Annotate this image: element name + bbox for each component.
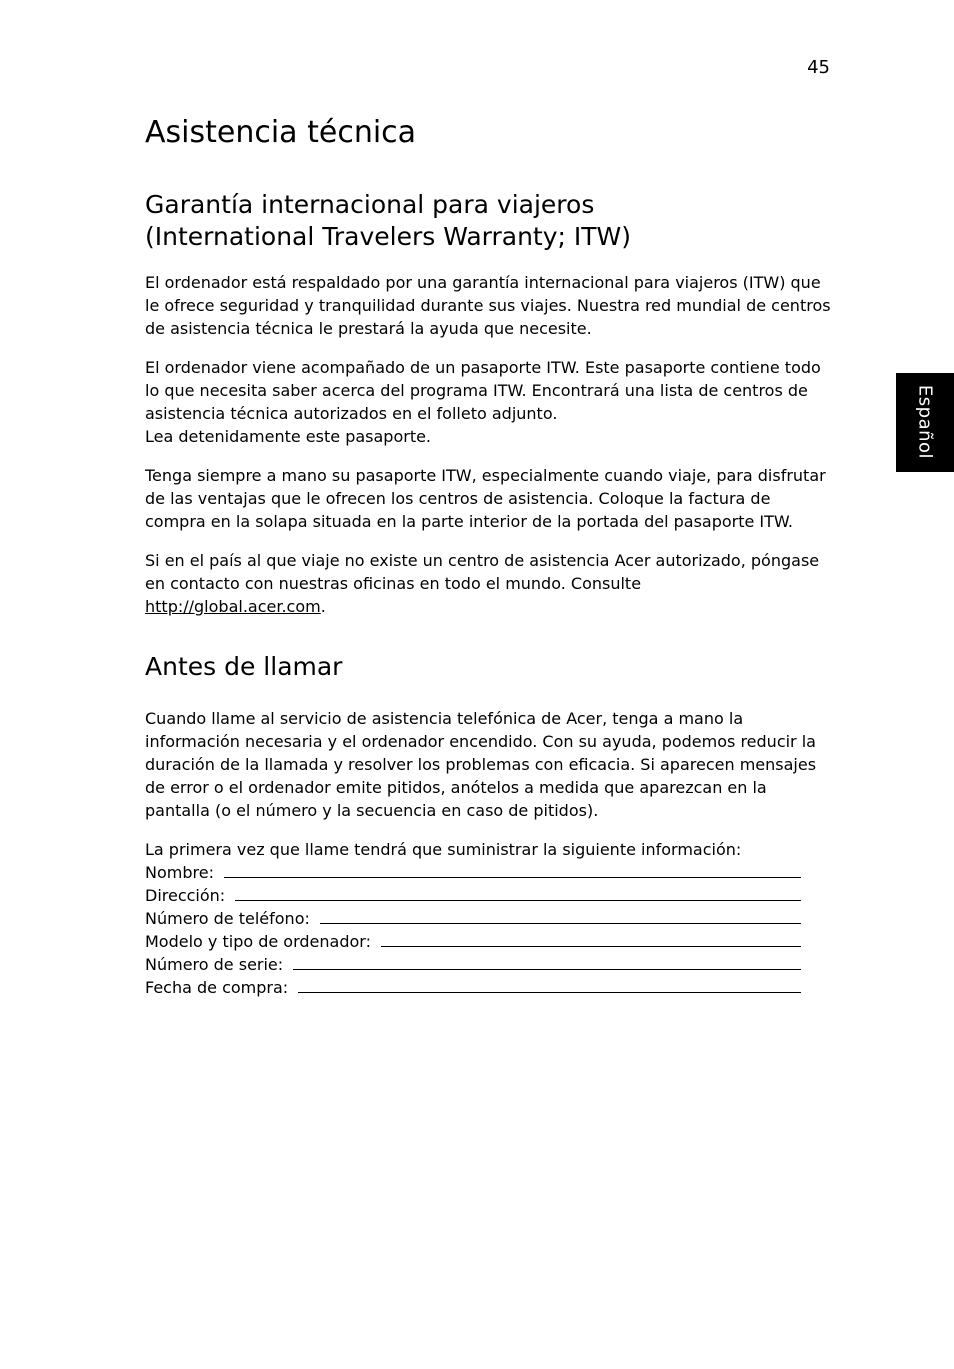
form-field-phone	[145, 907, 801, 930]
form-field-label: Modelo y tipo de ordenador:	[145, 932, 371, 951]
form-field-label: Fecha de compra:	[145, 978, 289, 997]
form-field-name	[145, 861, 801, 884]
form-field-blank	[293, 953, 801, 970]
info-form	[145, 861, 835, 999]
link-suffix: .	[320, 597, 326, 616]
section-heading-itw-line1: Garantía internacional para viajeros	[145, 190, 595, 219]
form-field-purchase-date	[145, 976, 801, 999]
acer-global-link[interactable]: http://global.acer.com	[145, 597, 321, 616]
form-field-serial	[145, 953, 801, 976]
section-heading-before-calling: Antes de llamar	[145, 652, 343, 681]
form-field-blank	[224, 861, 801, 878]
form-field-blank	[298, 976, 801, 993]
form-field-label: Número de serie:	[145, 955, 284, 974]
form-field-blank	[320, 907, 801, 924]
page-content	[145, 110, 835, 999]
page-number: 45	[807, 57, 830, 78]
paragraph	[145, 549, 835, 618]
form-field-blank	[381, 930, 801, 947]
paragraph: Tenga siempre a mano su pasaporte ITW, especialmente cuando viaje, para disfrutar de las ventajas que le ofrecen los centros de asistencia. Coloque la factura de compra en la solapa situada en la parte interior de la portada del pasaporte ITW.	[145, 466, 826, 531]
paragraph: Cuando llame al servicio de asistencia telefónica de Acer, tenga a mano la información necesaria y el ordenador encendido. Con su ayuda, podemos reducir la duración de la llamada y resolver los problemas con eficacia. Si aparecen mensajes de error o el ordenador emite pitidos, anótelos a medida que aparezcan en la pantalla (o el número y la secuencia en caso de pitidos).	[145, 709, 817, 820]
paragraph-text: Lea detenidamente este pasaporte.	[145, 427, 432, 446]
language-side-tab	[896, 373, 954, 472]
paragraph	[145, 356, 835, 448]
page-title: Asistencia técnica	[145, 115, 417, 150]
paragraph: La primera vez que llame tendrá que suministrar la siguiente información:	[145, 840, 742, 859]
form-field-address	[145, 884, 801, 907]
section-heading-itw-line2: (International Travelers Warranty; ITW)	[145, 222, 632, 251]
form-field-label: Número de teléfono:	[145, 909, 310, 928]
paragraph: El ordenador está respaldado por una garantía internacional para viajeros (ITW) que le ofrece seguridad y tranquilidad durante sus viajes. Nuestra red mundial de centros de asistencia técnica le prestará la ayuda que necesite.	[145, 273, 831, 338]
form-field-blank	[235, 884, 801, 901]
paragraph-text: El ordenador viene acompañado de un pasaporte ITW. Este pasaporte contiene todo lo que necesita saber acerca del programa ITW. Encontrará una lista de centros de asistencia técnica autorizados en el folleto adjunto.	[145, 358, 821, 423]
section-heading-itw	[145, 189, 835, 253]
paragraph-text: Si en el país al que viaje no existe un centro de asistencia Acer autorizado, póngase en contacto con nuestras oficinas en todo el mundo. Consulte	[145, 551, 820, 593]
language-side-tab-label: Español	[914, 384, 936, 460]
form-field-label: Dirección:	[145, 886, 226, 905]
section-body-itw	[145, 271, 835, 618]
section-body-before-calling	[145, 707, 835, 999]
form-field-label: Nombre:	[145, 863, 214, 882]
form-field-model	[145, 930, 801, 953]
